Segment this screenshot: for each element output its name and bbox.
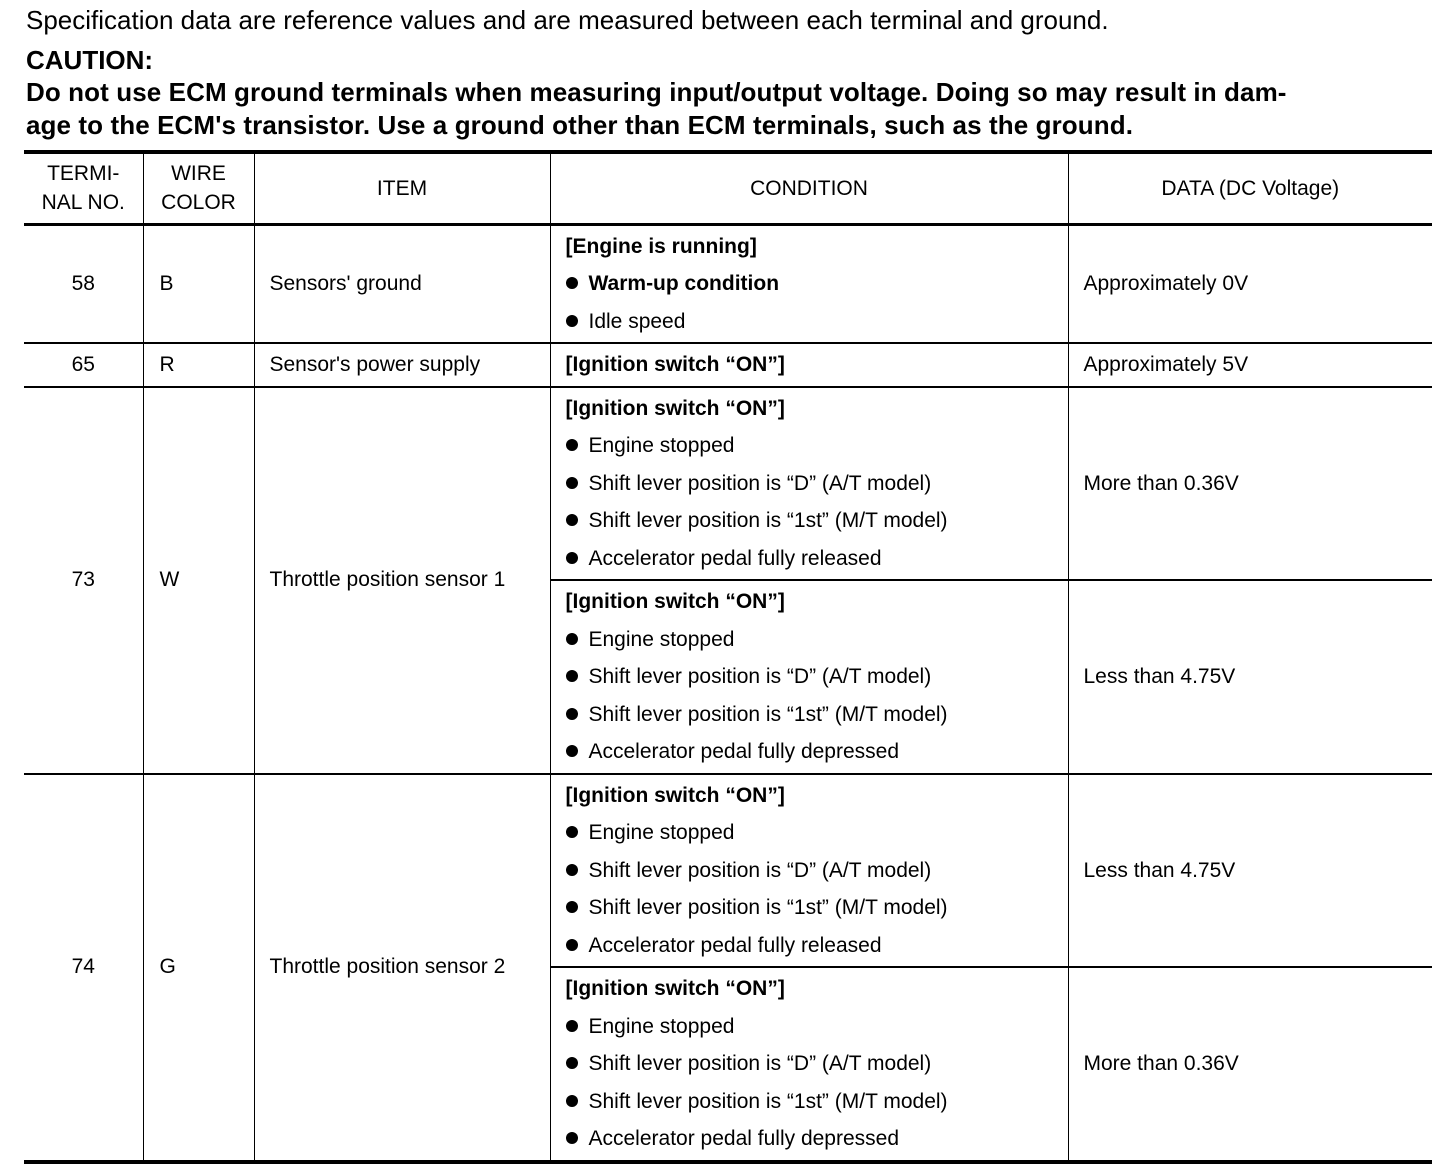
header-terminal-no: TERMI- NAL NO.	[24, 152, 143, 224]
condition-bullet: Engine stopped	[566, 1008, 1068, 1046]
wire-color-cell: B	[143, 224, 254, 343]
terminal-no-cell: 65	[24, 343, 143, 387]
caution-line: age to the ECM's transistor. Use a ground other than ECM terminals, such as the ground.	[26, 110, 1134, 140]
data-value-cell: Less than 4.75V	[1068, 774, 1432, 968]
header-wire-color: WIRE COLOR	[143, 152, 254, 224]
condition-heading: [Ignition switch “ON”]	[565, 977, 785, 1000]
condition-bullet: Shift lever position is “D” (A/T model)	[566, 1045, 1068, 1083]
table-body	[24, 224, 1432, 1162]
condition-heading: [Ignition switch “ON”]	[565, 783, 785, 807]
condition-bullet: Shift lever position is “D” (A/T model)	[566, 465, 1068, 503]
condition-cell	[550, 580, 1068, 774]
item-cell: Sensor's power supply	[254, 343, 550, 387]
condition-cell	[550, 224, 1068, 343]
condition-bullet: Accelerator pedal fully released	[566, 927, 1068, 965]
caution-title: CAUTION:	[26, 45, 154, 75]
condition-bullet: Accelerator pedal fully depressed	[566, 1120, 1068, 1158]
condition-bullet: Idle speed	[566, 303, 1068, 341]
wire-color-cell: W	[143, 387, 254, 774]
table-row	[24, 774, 1432, 968]
item-cell: Sensors' ground	[254, 224, 550, 343]
condition-bullet: Shift lever position is “1st” (M/T model)	[566, 1083, 1068, 1121]
data-value-cell: Approximately 0V	[1068, 224, 1432, 343]
header-condition: CONDITION	[550, 152, 1068, 224]
table-row	[24, 387, 1432, 581]
caution-line: Do not use ECM ground terminals when measuring input/output voltage. Doing so may result in dam-	[26, 77, 1287, 107]
data-value-cell: Less than 4.75V	[1068, 580, 1432, 774]
condition-bullet: Shift lever position is “1st” (M/T model)	[566, 502, 1068, 540]
data-value-cell: More than 0.36V	[1068, 967, 1432, 1162]
caution-text	[26, 76, 1436, 142]
condition-heading: [Ignition switch “ON”]	[565, 353, 785, 376]
wire-color-cell: R	[143, 343, 254, 387]
data-value-cell: More than 0.36V	[1068, 387, 1432, 581]
item-cell: Throttle position sensor 2	[254, 774, 550, 1162]
condition-bullet: Engine stopped	[566, 621, 1068, 659]
condition-heading: [Ignition switch “ON”]	[565, 396, 785, 420]
condition-heading: [Ignition switch “ON”]	[565, 590, 785, 613]
condition-cell	[550, 774, 1068, 968]
condition-bullet: Shift lever position is “1st” (M/T model)	[566, 889, 1068, 927]
condition-cell	[550, 343, 1068, 387]
condition-heading: [Engine is running]	[565, 234, 757, 258]
item-cell: Throttle position sensor 1	[254, 387, 550, 774]
data-value-cell: Approximately 5V	[1068, 343, 1432, 387]
condition-bullet: Shift lever position is “1st” (M/T model)	[566, 696, 1068, 734]
terminal-no-cell: 58	[24, 224, 143, 343]
header-item: ITEM	[254, 152, 550, 224]
condition-bullet: Accelerator pedal fully depressed	[566, 733, 1068, 771]
condition-cell	[550, 387, 1068, 581]
intro-text: Specification data are reference values and are measured between each terminal and ground.	[26, 5, 1109, 35]
terminal-no-cell: 73	[24, 387, 143, 774]
condition-bullet: Engine stopped	[566, 427, 1068, 465]
header-data: DATA (DC Voltage)	[1068, 152, 1432, 224]
condition-bullet: Warm-up condition	[566, 265, 1068, 303]
condition-bullet: Shift lever position is “D” (A/T model)	[566, 852, 1068, 890]
condition-bullet: Accelerator pedal fully released	[566, 540, 1068, 578]
condition-cell	[550, 967, 1068, 1162]
condition-bullet: Engine stopped	[566, 814, 1068, 852]
terminal-no-cell: 74	[24, 774, 143, 1162]
table-header-row	[24, 152, 1432, 224]
wire-color-cell: G	[143, 774, 254, 1162]
condition-bullet: Shift lever position is “D” (A/T model)	[566, 658, 1068, 696]
table-row	[24, 224, 1432, 343]
terminal-spec-table	[24, 150, 1432, 1164]
table-row	[24, 343, 1432, 387]
